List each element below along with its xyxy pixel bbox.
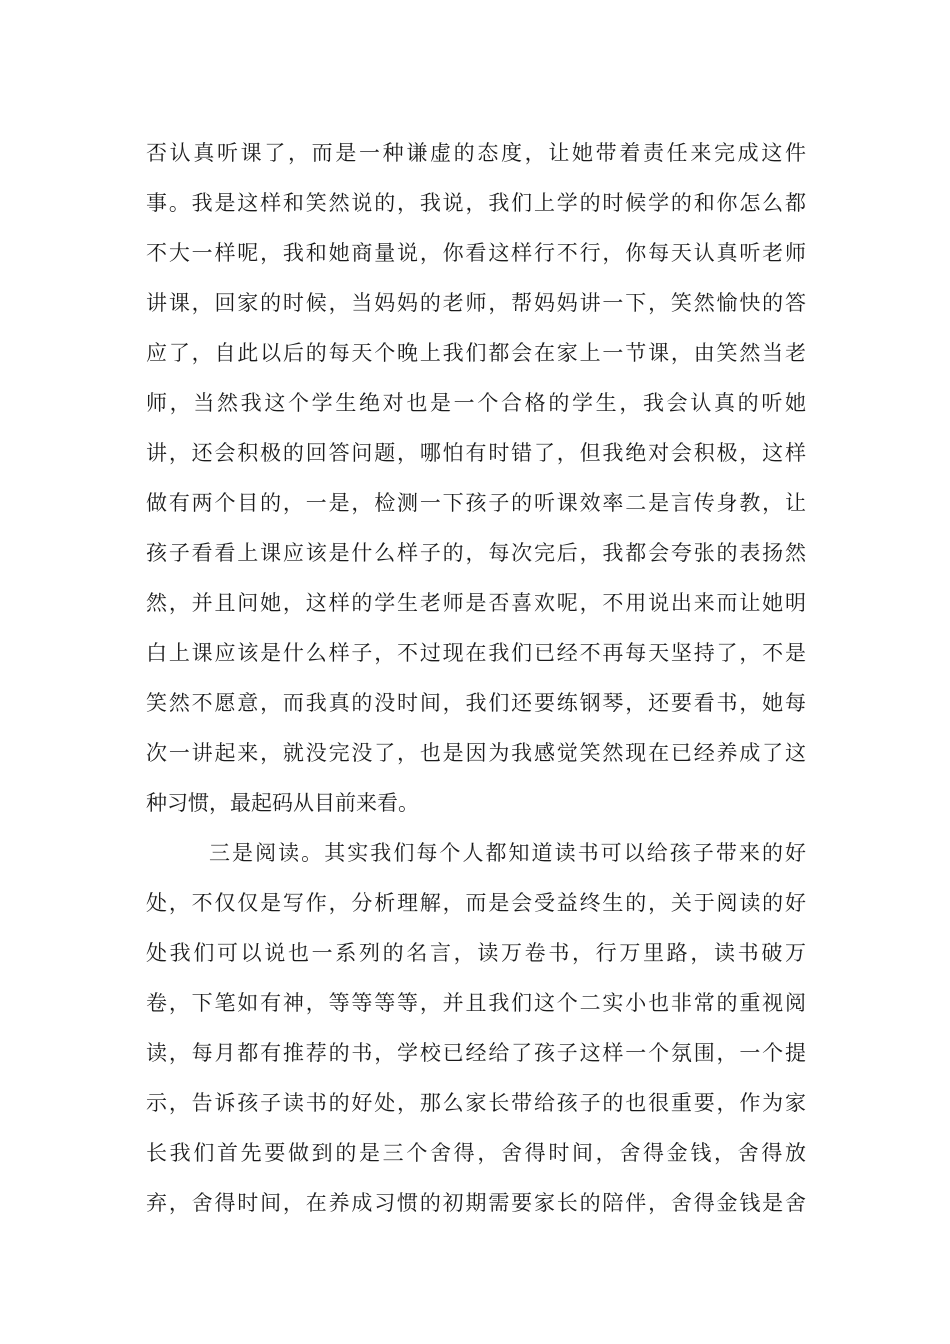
text-line: 孩子看看上课应该是什么样子的，每次完后，我都会夸张的表扬然: [146, 541, 806, 565]
body-text: [146, 128, 806, 1228]
text-line: 读，每月都有推荐的书，学校已经给了孩子这样一个氛围，一个提: [146, 1041, 806, 1065]
text-line: 示，告诉孩子读书的好处，那么家长带给孩子的也很重要，作为家: [146, 1091, 806, 1115]
text-line: 否认真听课了，而是一种谦虚的态度，让她带着责任来完成这件: [146, 141, 806, 165]
text-line: 不大一样呢，我和她商量说，你看这样行不行，你每天认真听老师: [146, 241, 806, 265]
text-line: 师，当然我这个学生绝对也是一个合格的学生，我会认真的听她: [146, 391, 806, 415]
text-line: 然，并且问她，这样的学生老师是否喜欢呢，不用说出来而让她明: [146, 591, 806, 615]
text-line: 事。我是这样和笑然说的，我说，我们上学的时候学的和你怎么都: [146, 191, 806, 215]
text-line: 讲课，回家的时候，当妈妈的老师，帮妈妈讲一下，笑然愉快的答: [146, 291, 806, 315]
text-line: 长我们首先要做到的是三个舍得，舍得时间，舍得金钱，舍得放: [146, 1141, 806, 1165]
text-line: 应了，自此以后的每天个晚上我们都会在家上一节课，由笑然当老: [146, 341, 806, 365]
text-line: 三是阅读。其实我们每个人都知道读书可以给孩子带来的好: [209, 841, 806, 865]
text-line: 种习惯，最起码从目前来看。: [146, 791, 419, 815]
text-line: 笑然不愿意，而我真的没时间，我们还要练钢琴，还要看书，她每: [146, 691, 806, 715]
text-line: 弃，舍得时间，在养成习惯的初期需要家长的陪伴，舍得金钱是舍: [146, 1191, 806, 1215]
text-line: 讲，还会积极的回答问题，哪怕有时错了，但我绝对会积极，这样: [146, 441, 806, 465]
text-line: 处，不仅仅是写作，分析理解，而是会受益终生的，关于阅读的好: [146, 891, 806, 915]
text-line: 卷，下笔如有神，等等等等，并且我们这个二实小也非常的重视阅: [146, 991, 806, 1015]
text-line: 白上课应该是什么样子，不过现在我们已经不再每天坚持了，不是: [146, 641, 806, 665]
text-line: 做有两个目的，一是，检测一下孩子的听课效率二是言传身教，让: [146, 491, 806, 515]
text-line: 处我们可以说也一系列的名言，读万卷书，行万里路，读书破万: [146, 941, 806, 965]
text-line: 次一讲起来，就没完没了，也是因为我感觉笑然现在已经养成了这: [146, 741, 806, 765]
